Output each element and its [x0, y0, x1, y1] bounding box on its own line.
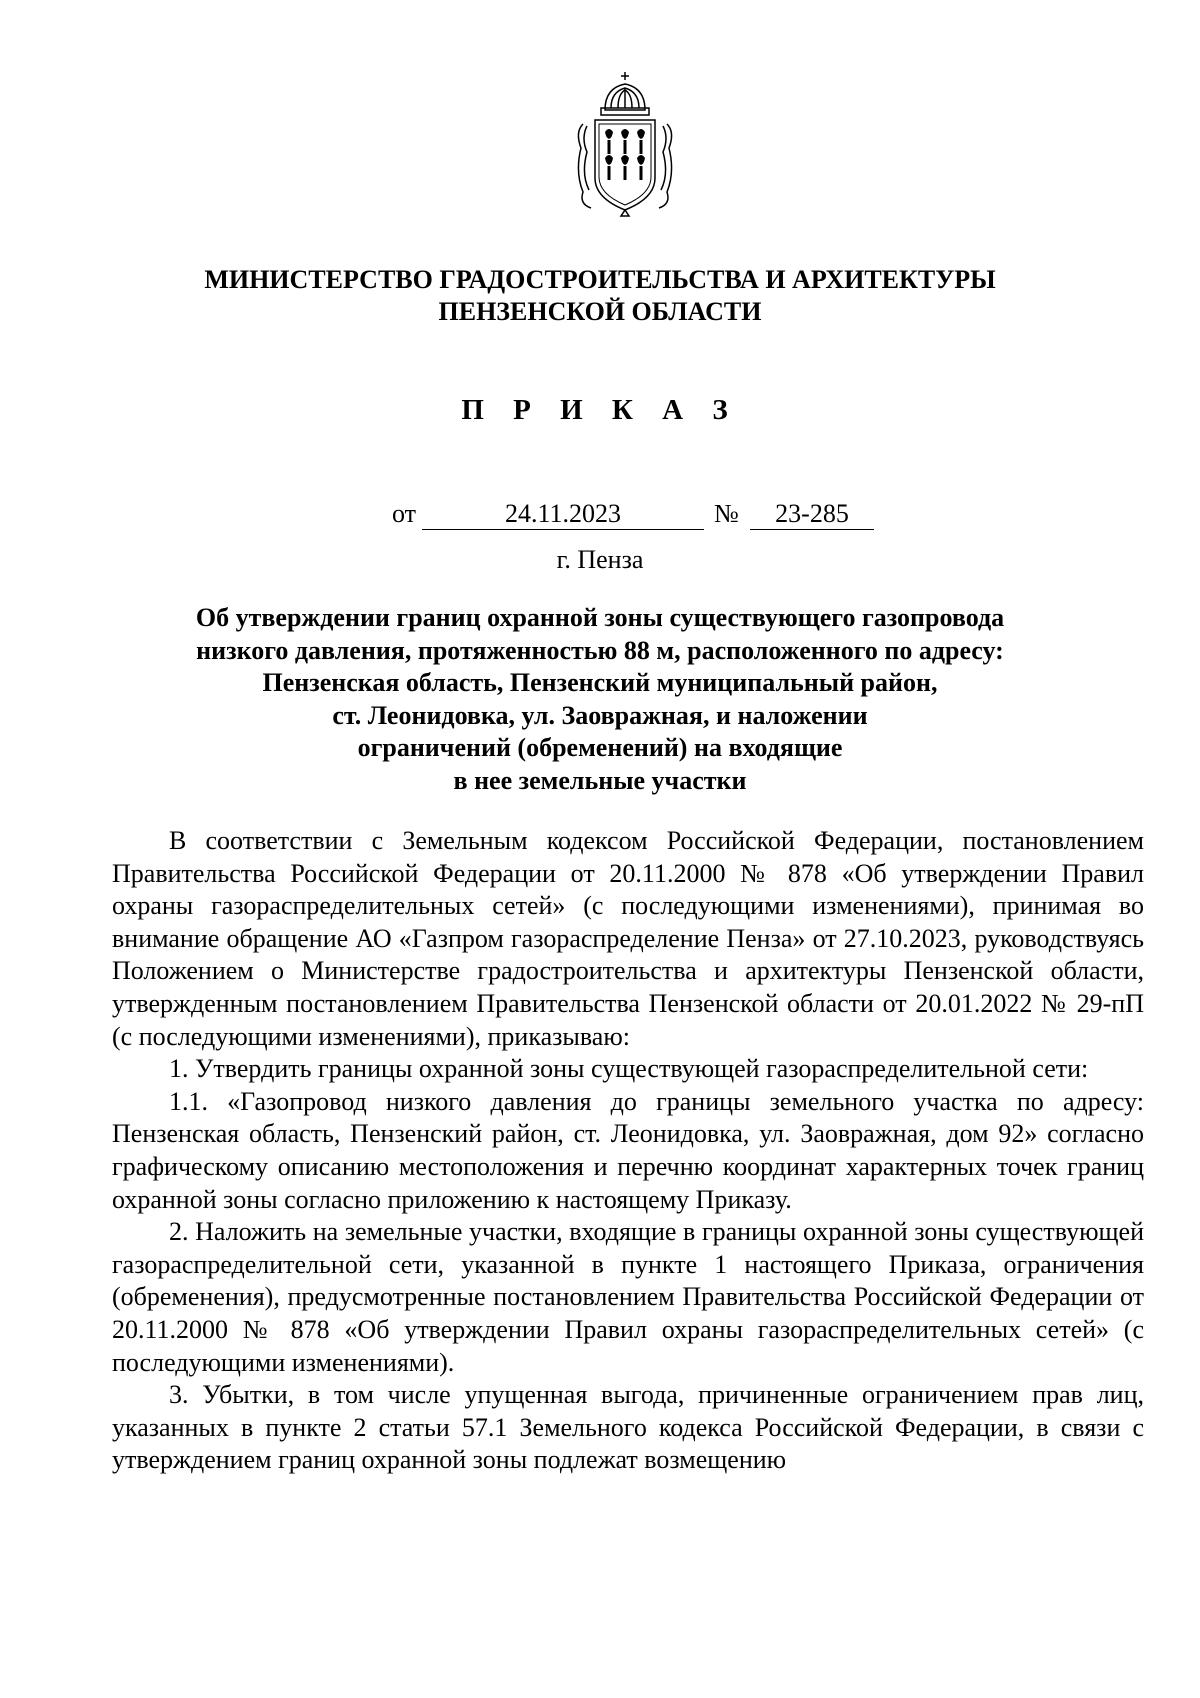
- subject-line: низкого давления, протяженностью 88 м, расположенного по адресу:: [196, 635, 1004, 665]
- order-subject: [100, 602, 1100, 797]
- subject-line: в нее земельные участки: [453, 765, 747, 795]
- order-body: [112, 825, 1144, 1477]
- subject-line: Пензенская область, Пензенский муниципальный район,: [262, 668, 938, 697]
- order-city: г. Пенза: [556, 545, 644, 574]
- body-paragraph-item-1-1: 1.1. «Газопровод низкого давления до границы земельного участка по адресу: Пензенская область, Пензенский район, ст. Леонидовка, ул. Заовражная, дом 92» согласно графическому описанию местоположения и перечню координат характерных точек границ охранной зоны согласно приложению к настоящему Приказу.: [112, 1086, 1144, 1214]
- subject-line: ограничений (обременений) на входящие: [357, 733, 843, 762]
- order-date: 24.11.2023: [422, 498, 704, 530]
- subject-line: ст. Леонидовка, ул. Заовражная, и наложении: [332, 700, 868, 730]
- coat-of-arms-emblem: [571, 68, 679, 218]
- order-number: 23-285: [750, 498, 874, 530]
- body-paragraph-item-3: 3. Убытки, в том числе упущенная выгода, причиненные ограничением прав лиц, указанных в пункте 2 статьи 57.1 Земельного кодекса Российской Федерации, в связи с утверждением границ охранной зоны подлежат возмещению: [112, 1380, 1144, 1475]
- order-title: П Р И К А З: [461, 394, 739, 426]
- body-paragraph-item-1: 1. Утвердить границы охранной зоны существующей газораспределительной сети:: [169, 1054, 1089, 1084]
- subject-line: Об утверждении границ охранной зоны существующего газопровода: [195, 603, 1005, 632]
- date-prefix: от: [392, 499, 417, 528]
- ministry-name-line-1: МИНИСТЕРСТВО ГРАДОСТРОИТЕЛЬСТВА И АРХИТЕКТУРЫ: [204, 265, 996, 294]
- body-paragraph-preamble: В соответствии с Земельным кодексом Российской Федерации, постановлением Правительства Российской Федерации от 20.11.2000 № 878 «Об утверждении Правил охраны газораспределительных сетей» (с последующими изменениями), принимая во внимание обращение АО «Газпром газораспределение Пенза» от 27.10.2023, руководствуясь Положением о Министерстве градостроительства и архитектуры Пензенской области, утвержденным постановлением Правительства Пензенской области от 20.01.2022 № 29-пП (с последующими изменениями), приказываю:: [112, 826, 1144, 1051]
- ministry-name-line-2: ПЕНЗЕНСКОЙ ОБЛАСТИ: [438, 297, 762, 326]
- body-paragraph-item-2: 2. Наложить на земельные участки, входящие в границы охранной зоны существующей газораспределительной сети, указанной в пункте 1 настоящего Приказа, ограничения (обременения), предусмотренные постановлением Правительства Российской Федерации от 20.11.2000 № 878 «Об утверждении Правил охраны газораспределительных сетей» (с последующими изменениями).: [112, 1217, 1144, 1377]
- ministry-name: [100, 264, 1100, 328]
- number-prefix: №: [714, 499, 739, 528]
